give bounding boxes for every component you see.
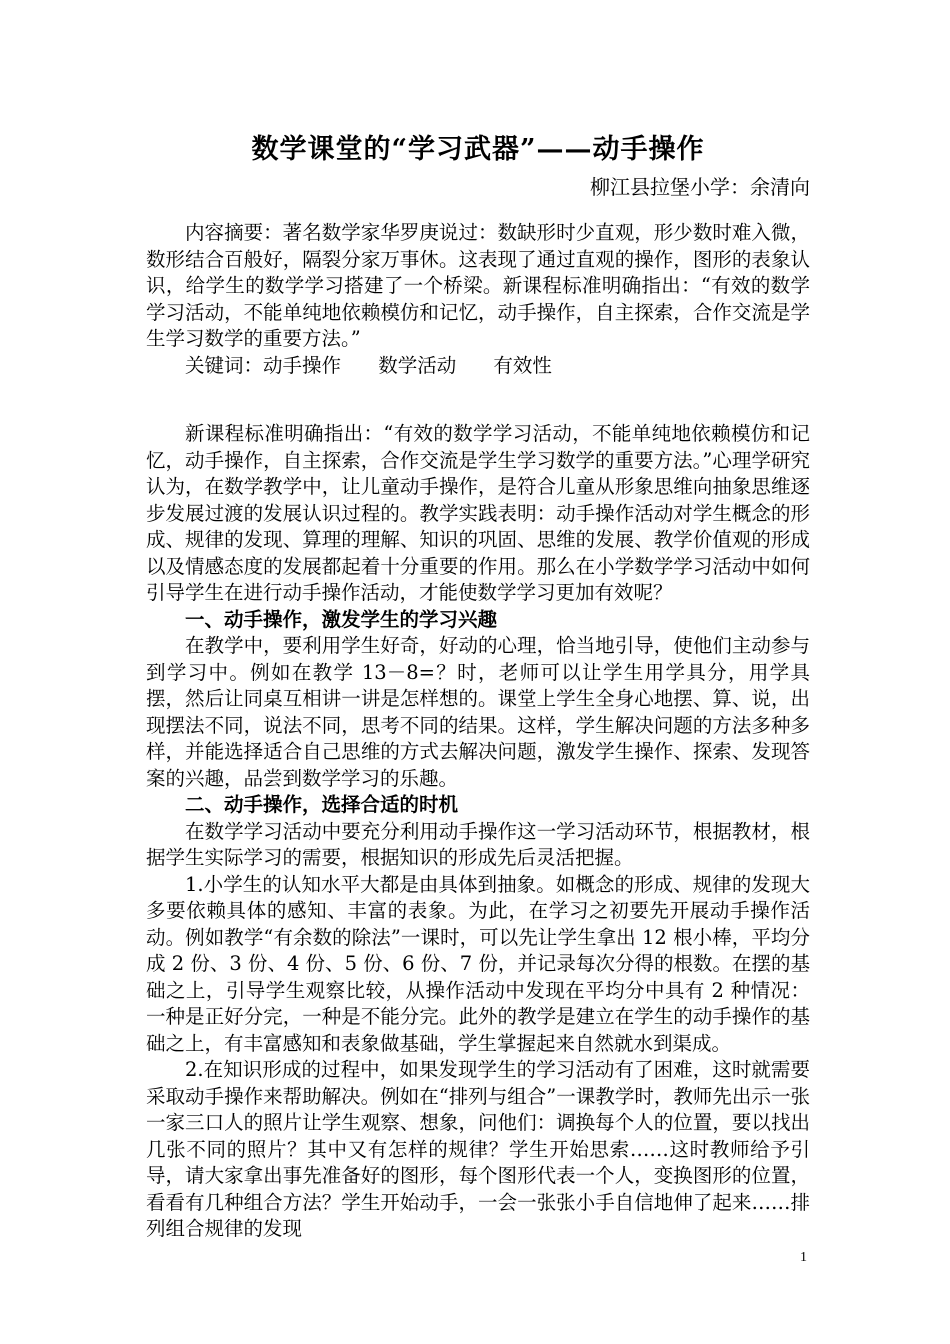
intro-paragraph: 新课程标准明确指出：“有效的数学学习活动，不能单纯地依赖模仿和记忆，动手操作，自主探索，合作交流是学生学习数学的重要方法。”心理学研究认为，在数学教学中，让儿童动手操作，是符合儿童从形象思维向抽象思维逐步发展过渡的发展认识过程的。教学实践表明：动手操作活动对学生概念的形成、规律的发现、算理的理解、知识的巩固、思维的发展、教学价值观的形成以及情感态度的发展都起着十分重要的作用。那么在小学数学学习活动中如何引导学生在进行动手操作活动，才能使数学学习更加有效呢？ bbox=[146, 422, 810, 604]
section-2-paragraph-1: 在数学学习活动中要充分利用动手操作这一学习活动环节，根据教材，根据学生实际学习的需要，根据知识的形成先后灵活把握。 bbox=[146, 819, 810, 869]
abstract-paragraph: 内容摘要：著名数学家华罗庚说过：数缺形时少直观，形少数时难入微，数形结合百般好，隔裂分家万事休。这表现了通过直观的操作，图形的表象认识，给学生的数学学习搭建了一个桥梁。新课程标准明确指出：“有效的数学学习活动，不能单纯地依赖模仿和记忆，动手操作，自主探索，合作交流是学生学习数学的重要方法。” bbox=[146, 221, 810, 350]
section-1-paragraph: 在教学中，要利用学生好奇，好动的心理，恰当地引导，使他们主动参与到学习中。例如在教学 13－8=？时，老师可以让学生用学具分，用学具摆，然后让同桌互相讲一讲是怎样想的。课堂上学生全身心地摆、算、说，出现摆法不同，说法不同，思考不同的结果。这样，学生解决问题的方法多种多样，并能选择适合自己思维的方式去解决问题，激发学生操作、探索、发现答案的兴趣，品尝到数学学习的乐趣。 bbox=[146, 634, 810, 790]
section-1-heading: 一、动手操作，激发学生的学习兴趣 bbox=[185, 607, 498, 631]
keywords-line: 关键词：动手操作 数学活动 有效性 bbox=[185, 353, 552, 377]
document-title: 数学课堂的“学习武器”——动手操作 bbox=[251, 134, 705, 165]
section-2-paragraph-2: 1.小学生的认知水平大都是由具体到抽象。如概念的形成、规律的发现大多要依赖具体的感知、丰富的表象。为此，在学习之初要先开展动手操作活动。例如教学“有余数的除法”一课时，可以先让学生拿出 12 根小棒，平均分成 2 份、3 份、4 份、5 份、6 份、7 份，并记录每次分得的根数。在摆的基础之上，引导学生观察比较，从操作活动中发现在平均分中具有 2 种情况：一种是正好分完，一种是不能分完。此外的教学是建立在学生的动手操作的基础之上，有丰富感知和表象做基础，学生掌握起来自然就水到渠成。 bbox=[146, 872, 810, 1055]
page-number: 1 bbox=[800, 1250, 807, 1265]
document-page bbox=[146, 128, 810, 1243]
section-2-heading: 二、动手操作，选择合适的时机 bbox=[185, 793, 459, 816]
section-2-paragraph-3: 2.在知识形成的过程中，如果发现学生的学习活动有了困难，这时就需要采取动手操作来帮助解决。例如在“排列与组合”一课教学时，教师先出示一张一家三口人的照片让学生观察、想象，问他们：调换每个人的位置，要以找出几张不同的照片？其中又有怎样的规律？学生开始思索……这时教师给予引导，请大家拿出事先准备好的图形，每个图形代表一个人，变换图形的位置，看看有几种组合方法？学生开始动手，一会一张张小手自信地伸了起来……排列组合规律的发现 bbox=[146, 1058, 810, 1240]
author-line: 柳江县拉堡小学：余清向 bbox=[590, 175, 810, 199]
